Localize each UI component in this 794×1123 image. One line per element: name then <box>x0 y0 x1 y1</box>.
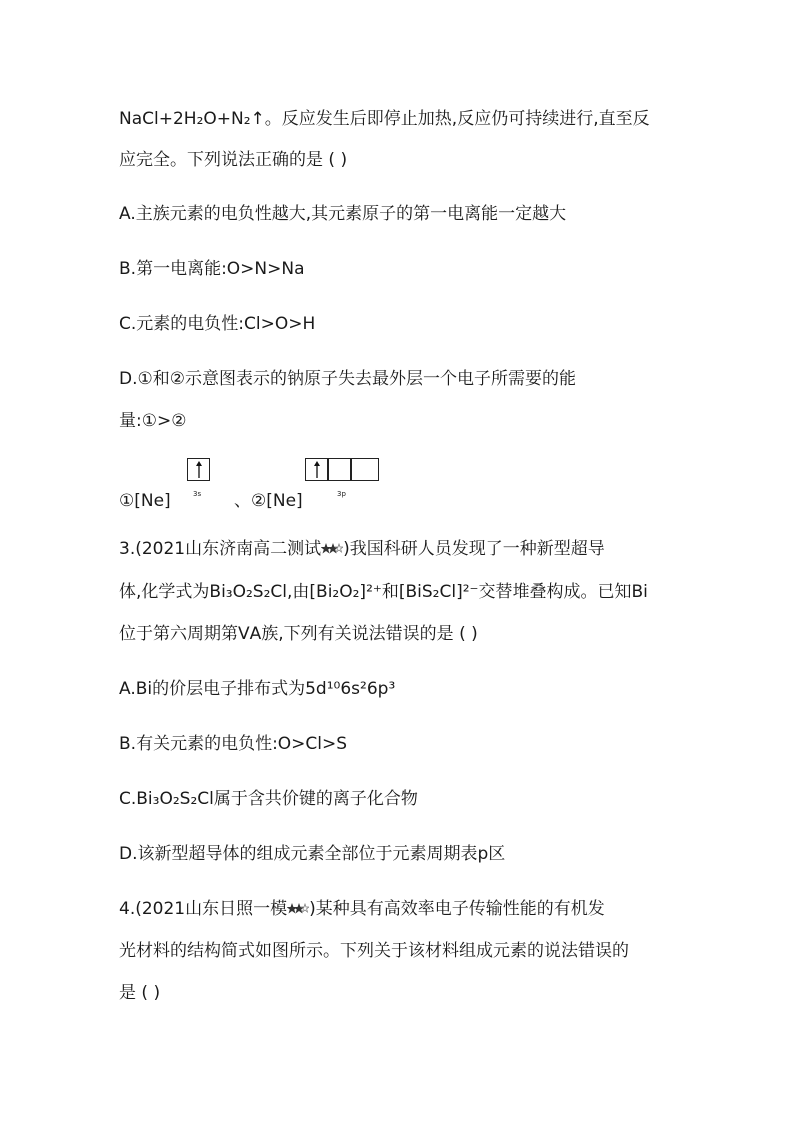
q3-stem-line-1 <box>119 538 605 560</box>
orbital-label-3s: 3s <box>193 490 202 498</box>
q2-option-d-line-2: 量:①>② <box>119 411 187 431</box>
orbital-box-3p-1 <box>305 458 328 481</box>
q2-stem-line-2: 应完全。下列说法正确的是 ( ) <box>119 150 348 170</box>
q4-stem-text: )某种具有高效率电子传输性能的有机发 <box>309 899 605 919</box>
difficulty-stars-icon <box>287 903 309 915</box>
diagram-label-1: ①[Ne] <box>119 491 171 511</box>
diagram-label-2: 、②[Ne] <box>234 491 303 511</box>
q3-option-b: B.有关元素的电负性:O>Cl>S <box>119 734 348 754</box>
q4-source: 4.(2021山东日照一模 <box>119 899 288 919</box>
difficulty-stars-icon <box>321 543 343 555</box>
q3-source: 3.(2021山东济南高二测试 <box>119 539 322 559</box>
orbital-label-3p: 3p <box>337 490 346 498</box>
q4-stem-line-3: 是 ( ) <box>119 983 161 1003</box>
q2-option-b: B.第一电离能:O>N>Na <box>119 259 305 279</box>
q3-stem-text: )我国科研人员发现了一种新型超导 <box>343 539 605 559</box>
q3-option-c: C.Bi₃O₂S₂Cl属于含共价键的离子化合物 <box>119 789 418 809</box>
orbital-box-3p-2 <box>328 458 351 481</box>
orbital-box-3s <box>187 458 210 481</box>
q2-stem-line-1: NaCl+2H₂O+N₂↑。反应发生后即停止加热,反应仍可持续进行,直至反 <box>119 109 650 129</box>
q2-option-d-line-1: D.①和②示意图表示的钠原子失去最外层一个电子所需要的能 <box>119 369 576 389</box>
up-arrow-icon <box>195 461 203 478</box>
q2-option-c: C.元素的电负性:Cl>O>H <box>119 314 316 334</box>
q3-option-d: D.该新型超导体的组成元素全部位于元素周期表p区 <box>119 844 506 864</box>
q4-stem-line-2: 光材料的结构简式如图所示。下列关于该材料组成元素的说法错误的 <box>119 941 629 961</box>
orbital-box-3p-3 <box>351 458 379 481</box>
q3-stem-line-3: 位于第六周期第ⅤA族,下列有关说法错误的是 ( ) <box>119 624 478 644</box>
q3-stem-line-2: 体,化学式为Bi₃O₂S₂Cl,由[Bi₂O₂]²⁺和[BiS₂Cl]²⁻交替堆叠构成。已知Bi <box>119 582 648 602</box>
q4-stem-line-1 <box>119 898 605 920</box>
q2-option-a: A.主族元素的电负性越大,其元素原子的第一电离能一定越大 <box>119 204 567 224</box>
q3-option-a: A.Bi的价层电子排布式为5d¹⁰6s²6p³ <box>119 679 396 699</box>
up-arrow-icon <box>313 461 321 478</box>
